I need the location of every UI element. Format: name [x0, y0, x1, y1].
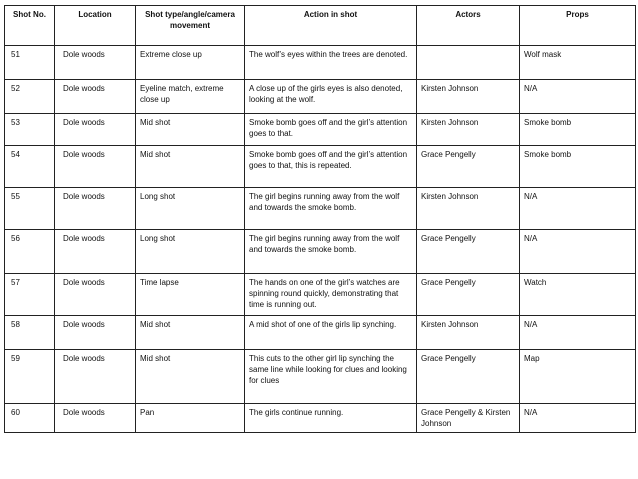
cell-actors [417, 46, 520, 80]
cell-props: Smoke bomb [520, 114, 636, 146]
shot-list-table [4, 5, 636, 433]
cell-action: Smoke bomb goes off and the girl’s attention goes to that, this is repeated. [245, 146, 417, 188]
table-row [5, 350, 636, 404]
table-row [5, 46, 636, 80]
header-shot-type: Shot type/angle/camera movement [136, 6, 245, 46]
cell-action: This cuts to the other girl lip synching the same line while looking for clues and looking for clues [245, 350, 417, 404]
cell-props: Smoke bomb [520, 146, 636, 188]
cell-props: N/A [520, 80, 636, 114]
table-row [5, 80, 636, 114]
cell-shot-no: 59 [5, 350, 55, 404]
header-shot-no: Shot No. [5, 6, 55, 46]
header-action: Action in shot [245, 6, 417, 46]
cell-props: N/A [520, 188, 636, 230]
cell-location: Dole woods [55, 46, 136, 80]
cell-props: N/A [520, 316, 636, 350]
cell-shot-type: Mid shot [136, 350, 245, 404]
cell-shot-type: Extreme close up [136, 46, 245, 80]
cell-location: Dole woods [55, 230, 136, 274]
header-props: Props [520, 6, 636, 46]
cell-shot-type: Mid shot [136, 114, 245, 146]
cell-actors: Grace Pengelly [417, 350, 520, 404]
cell-shot-no: 58 [5, 316, 55, 350]
cell-shot-no: 57 [5, 274, 55, 316]
cell-shot-no: 52 [5, 80, 55, 114]
cell-location: Dole woods [55, 188, 136, 230]
cell-shot-no: 53 [5, 114, 55, 146]
cell-actors: Kirsten Johnson [417, 114, 520, 146]
cell-actors: Kirsten Johnson [417, 80, 520, 114]
cell-location: Dole woods [55, 404, 136, 433]
table-row [5, 188, 636, 230]
cell-action: The wolf’s eyes within the trees are denoted. [245, 46, 417, 80]
cell-action: Smoke bomb goes off and the girl’s attention goes to that. [245, 114, 417, 146]
table-row [5, 114, 636, 146]
cell-props: Wolf mask [520, 46, 636, 80]
cell-props: Map [520, 350, 636, 404]
table-row [5, 316, 636, 350]
cell-action: A close up of the girls eyes is also denoted, looking at the wolf. [245, 80, 417, 114]
cell-shot-type: Eyeline match, extreme close up [136, 80, 245, 114]
header-location: Location [55, 6, 136, 46]
cell-shot-type: Long shot [136, 230, 245, 274]
cell-shot-no: 55 [5, 188, 55, 230]
table-row [5, 404, 636, 433]
cell-shot-no: 54 [5, 146, 55, 188]
cell-action: The girl begins running away from the wolf and towards the smoke bomb. [245, 230, 417, 274]
cell-action: The hands on one of the girl’s watches are spinning round quickly, demonstrating that time is running out. [245, 274, 417, 316]
table-row [5, 230, 636, 274]
cell-shot-type: Pan [136, 404, 245, 433]
table-row [5, 146, 636, 188]
cell-props: N/A [520, 230, 636, 274]
cell-actors: Grace Pengelly [417, 230, 520, 274]
cell-shot-type: Mid shot [136, 316, 245, 350]
cell-shot-no: 60 [5, 404, 55, 433]
cell-actors: Grace Pengelly & Kirsten Johnson [417, 404, 520, 433]
cell-props: Watch [520, 274, 636, 316]
cell-location: Dole woods [55, 274, 136, 316]
cell-action: A mid shot of one of the girls lip synching. [245, 316, 417, 350]
cell-location: Dole woods [55, 80, 136, 114]
cell-actors: Kirsten Johnson [417, 188, 520, 230]
cell-shot-type: Time lapse [136, 274, 245, 316]
cell-props: N/A [520, 404, 636, 433]
cell-action: The girls continue running. [245, 404, 417, 433]
header-actors: Actors [417, 6, 520, 46]
cell-location: Dole woods [55, 146, 136, 188]
cell-location: Dole woods [55, 350, 136, 404]
cell-location: Dole woods [55, 316, 136, 350]
cell-shot-type: Mid shot [136, 146, 245, 188]
cell-shot-no: 51 [5, 46, 55, 80]
cell-actors: Grace Pengelly [417, 274, 520, 316]
cell-actors: Grace Pengelly [417, 146, 520, 188]
cell-location: Dole woods [55, 114, 136, 146]
cell-action: The girl begins running away from the wolf and towards the smoke bomb. [245, 188, 417, 230]
table-row [5, 274, 636, 316]
cell-actors: Kirsten Johnson [417, 316, 520, 350]
header-row [5, 6, 636, 46]
cell-shot-type: Long shot [136, 188, 245, 230]
cell-shot-no: 56 [5, 230, 55, 274]
